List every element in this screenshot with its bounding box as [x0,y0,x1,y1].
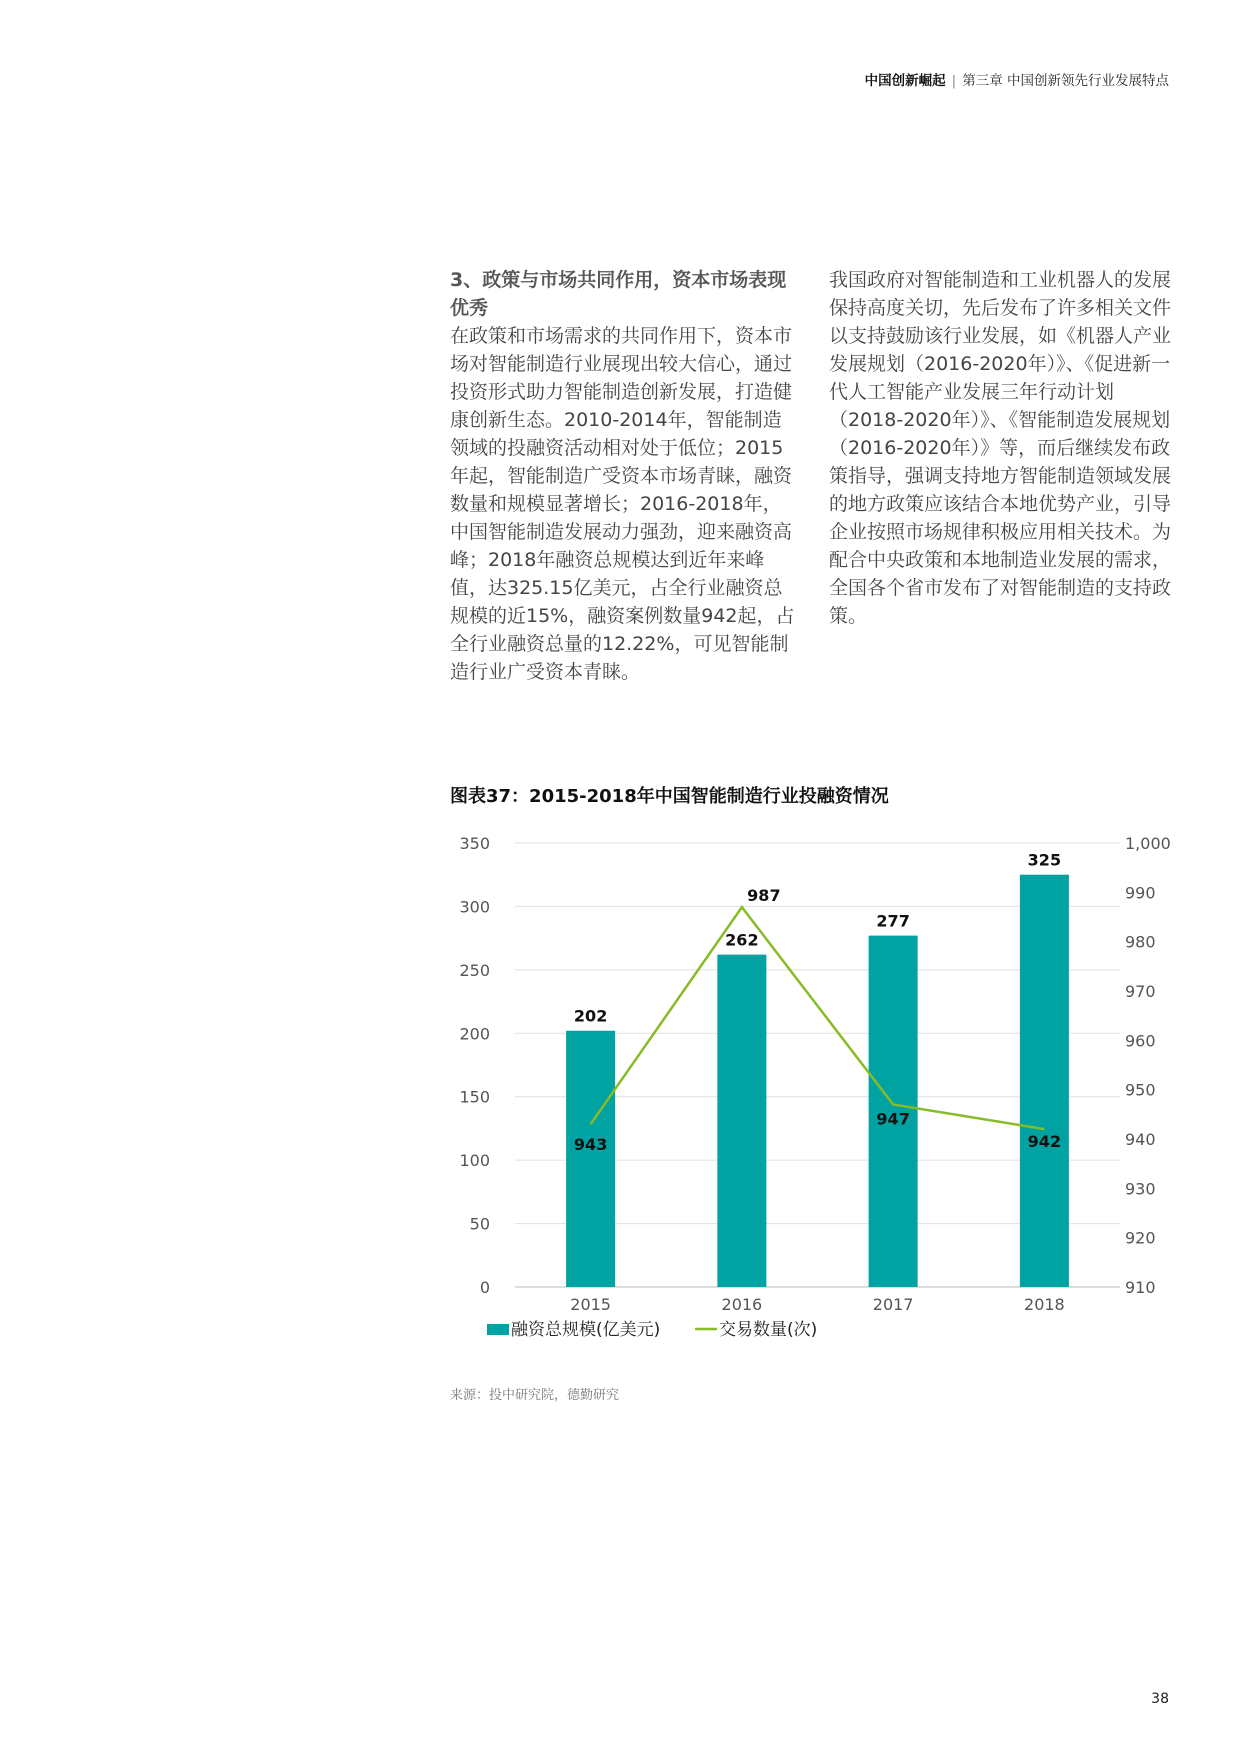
x-axis-tick-label: 2015 [570,1295,611,1314]
right-body-text: 我国政府对智能制造和工业机器人的发展保持高度关切，先后发布了许多相关文件以支持鼓励该行业发展，如《机器人产业发展规划（2016-2020年）》、《促进新一代人工智能产业发展三年行动计划（2018-2020年）》、《智能制造发展规划（2016-2020年）》等，而后继续发布政策指导，强调支持地方智能制造领域发展的地方政策应该结合本地优势产业，引导企业按照市场规律积极应用相关技术。为配合中央政策和本地制造业发展的需求，全国各个省市发布了对智能制造的支持政策。 [829,269,1172,627]
line-value-label: 987 [747,886,781,906]
right-axis-tick-label: 920 [1125,1228,1156,1248]
left-column [450,266,800,686]
left-axis-tick-label: 300 [459,897,490,917]
left-axis-tick-label: 100 [459,1151,490,1171]
figure-title: 图表37：2015-2018年中国智能制造行业投融资情况 [450,786,889,807]
left-axis-tick-label: 250 [459,960,490,980]
right-axis-tick-label: 950 [1125,1080,1156,1100]
right-axis-tick-label: 980 [1125,932,1156,952]
line-value-label: 942 [1027,1132,1062,1152]
right-axis-tick-label: 930 [1125,1179,1156,1199]
left-axis-tick-label: 150 [459,1087,490,1107]
left-body-text: 在政策和市场需求的共同作用下，资本市场对智能制造行业展现出较大信心，通过投资形式助力智能制造创新发展，打造健康创新生态。2010-2014年，智能制造领域的投融资活动相对处于低位；2015年起，智能制造广受资本市场青睐，融资数量和规模显著增长；2016-2018年，中国智能制造发展动力强劲，迎来融资高峰；2018年融资总规模达到近年来峰值，达325.15亿美元，占全行业融资总规模的近15%，融资案例数量942起，占全行业融资总量的12.22%，可见智能制造行业广受资本青睐。 [450,325,795,683]
x-axis-tick-label: 2016 [721,1295,763,1314]
page-number: 38 [1151,1691,1169,1707]
page-header [865,69,1169,89]
left-axis-tick-label: 50 [469,1214,490,1234]
bar-value-label: 262 [725,930,759,950]
legend-label-line: 交易数量(次) [719,1320,818,1340]
right-axis-tick-label: 970 [1125,982,1156,1001]
right-column [829,266,1179,630]
x-axis-tick-label: 2017 [872,1295,914,1314]
left-axis-tick-label: 350 [459,834,490,853]
right-axis-tick-label: 940 [1125,1130,1156,1149]
bar [1020,875,1069,1287]
bar-value-label: 277 [876,911,910,931]
header-separator: | [951,73,957,89]
bar [717,955,766,1287]
right-axis-tick-label: 1,000 [1125,834,1171,853]
left-axis-tick-label: 0 [479,1278,490,1297]
left-axis-tick-label: 200 [459,1024,490,1044]
bar-value-label: 325 [1027,850,1062,870]
legend-label-bar: 融资总规模(亿美元) [511,1320,661,1340]
right-axis-tick-label: 960 [1125,1031,1156,1051]
right-axis-tick-label: 990 [1125,883,1156,903]
bar-value-label: 202 [573,1006,608,1026]
chapter-title: 第三章 中国创新领先行业发展特点 [962,73,1169,89]
section-heading: 3、政策与市场共同作用，资本市场表现优秀 [450,269,787,319]
right-axis-tick-label: 910 [1125,1278,1156,1297]
legend-swatch-bar [487,1324,509,1335]
investment-chart [440,825,1200,1370]
report-brand: 中国创新崛起 [864,73,946,89]
line-value-label: 947 [876,1109,910,1129]
figure-source: 来源：投中研究院，德勤研究 [450,1388,620,1403]
bar [566,1031,615,1287]
x-axis-tick-label: 2018 [1024,1295,1065,1314]
line-value-label: 943 [573,1135,608,1155]
line-series [591,907,1045,1129]
